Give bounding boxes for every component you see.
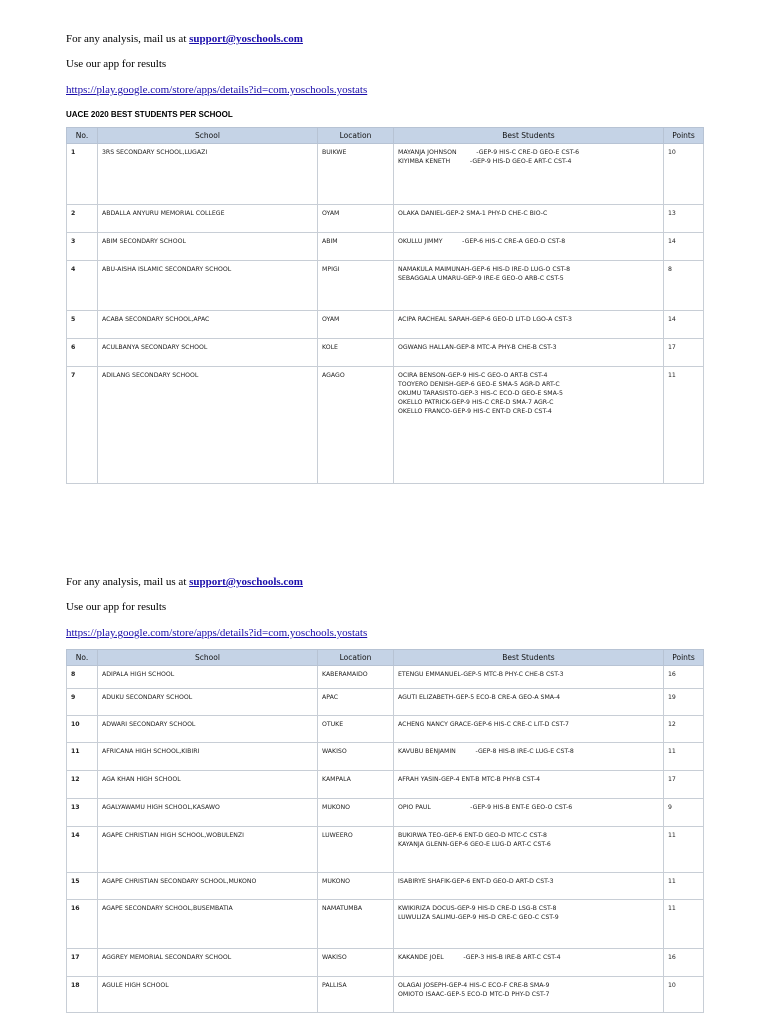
- points-value: 16: [664, 949, 704, 977]
- table-row: [67, 261, 704, 311]
- header-location: Location: [318, 128, 394, 144]
- best-students: [394, 339, 664, 367]
- student-entry: KIYIMBA KENETH -GEP-9 HIS-D GEO-E ART-C CST-4: [398, 158, 572, 165]
- student-entry: OLAGAI JOSEPH-GEP-4 HIS-C ECO-F CRE-B SMA-9: [398, 982, 550, 989]
- points-value: 14: [664, 233, 704, 261]
- school-location: MUKONO: [318, 873, 394, 900]
- app-link-line: [66, 84, 367, 96]
- student-entry: AGUTI ELIZABETH-GEP-5 ECO-B CRE-A GEO-A SMA-4: [398, 694, 561, 701]
- best-students: [394, 205, 664, 233]
- school-name: ACABA SECONDARY SCHOOL,APAC: [98, 311, 318, 339]
- header-school: School: [98, 650, 318, 666]
- row-number: 14: [67, 827, 98, 873]
- student-entry: KWIKIRIZA DOCUS-GEP-9 HIS-D CRE-D LSG-B CST-8: [398, 905, 557, 912]
- row-number: 13: [67, 799, 98, 827]
- points-value: 11: [664, 900, 704, 949]
- table-row: [67, 144, 704, 205]
- row-number: 8: [67, 666, 98, 689]
- points-value: 13: [664, 205, 704, 233]
- school-name: ADUKU SECONDARY SCHOOL: [98, 689, 318, 716]
- school-name: AGULE HIGH SCHOOL: [98, 977, 318, 1013]
- row-number: 1: [67, 144, 98, 205]
- school-location: OYAM: [318, 311, 394, 339]
- student-entry: OKELLO FRANCO-GEP-9 HIS-C ENT-D CRE-D CST-4: [398, 408, 552, 415]
- school-location: NAMATUMBA: [318, 900, 394, 949]
- table-row: [67, 716, 704, 743]
- points-value: 14: [664, 311, 704, 339]
- table-header-row: [67, 128, 704, 144]
- school-name: AGGREY MEMORIAL SECONDARY SCHOOL: [98, 949, 318, 977]
- best-students: [394, 144, 664, 205]
- best-students: [394, 977, 664, 1013]
- table-row: [67, 666, 704, 689]
- table-row: [67, 799, 704, 827]
- student-entry: SEBAGGALA UMARU-GEP-9 IRE-E GEO-O ARB-C CST-5: [398, 275, 564, 282]
- school-name: ADILANG SECONDARY SCHOOL: [98, 367, 318, 484]
- school-location: WAKISO: [318, 949, 394, 977]
- school-location: KOLE: [318, 339, 394, 367]
- table-row: [67, 689, 704, 716]
- student-entry: ACHENG NANCY GRACE-GEP-6 HIS-C CRE-C LIT-D CST-7: [398, 721, 569, 728]
- best-students: [394, 311, 664, 339]
- student-entry: OGWANG HALLAN-GEP-8 MTC-A PHY-B CHE-B CST-3: [398, 344, 557, 351]
- header-points: Points: [664, 128, 704, 144]
- row-number: 15: [67, 873, 98, 900]
- app-text-2: Use our app for results: [66, 601, 167, 613]
- student-entry: OPIO PAUL -GEP-9 HIS-B ENT-E GEO-O CST-6: [398, 804, 573, 811]
- school-name: ADIPALA HIGH SCHOOL: [98, 666, 318, 689]
- row-number: 6: [67, 339, 98, 367]
- results-table-1: [66, 127, 704, 484]
- student-entry: NAMAKULA MAIMUNAH-GEP-6 HIS-D IRE-D LUG-O CST-8: [398, 266, 571, 273]
- header-school: School: [98, 128, 318, 144]
- app-text: Use our app for results: [66, 58, 167, 70]
- points-value: 10: [664, 977, 704, 1013]
- school-location: OYAM: [318, 205, 394, 233]
- school-name: ABIM SECONDARY SCHOOL: [98, 233, 318, 261]
- school-name: ADWARI SECONDARY SCHOOL: [98, 716, 318, 743]
- school-location: WAKISO: [318, 743, 394, 771]
- student-entry: BUKIRWA TEO-GEP-6 ENT-D GEO-D MTC-C CST-8: [398, 832, 547, 839]
- school-location: APAC: [318, 689, 394, 716]
- student-entry: MAYANJA JOHNSON -GEP-9 HIS-C CRE-D GEO-E CST-6: [398, 149, 580, 156]
- points-value: 8: [664, 261, 704, 311]
- table-row: [67, 233, 704, 261]
- student-entry: AFRAH YASIN-GEP-4 ENT-B MTC-B PHY-B CST-4: [398, 776, 541, 783]
- points-value: 11: [664, 827, 704, 873]
- row-number: 7: [67, 367, 98, 484]
- row-number: 5: [67, 311, 98, 339]
- school-name: ABU-AISHA ISLAMIC SECONDARY SCHOOL: [98, 261, 318, 311]
- points-value: 19: [664, 689, 704, 716]
- student-entry: OKULLU JIMMY -GEP-6 HIS-C CRE-A GEO-D CST-8: [398, 238, 566, 245]
- best-students: [394, 233, 664, 261]
- school-location: PALLISA: [318, 977, 394, 1013]
- best-students: [394, 799, 664, 827]
- support-email-link[interactable]: support@yoschools.com: [189, 576, 303, 588]
- school-name: AGA KHAN HIGH SCHOOL: [98, 771, 318, 799]
- best-students: [394, 827, 664, 873]
- student-entry: OCIRA BENSON-GEP-9 HIS-C GEO-O ART-B CST-4: [398, 372, 548, 379]
- student-entry: OLAKA DANIEL-GEP-2 SMA-1 PHY-D CHE-C BIO-C: [398, 210, 548, 217]
- row-number: 10: [67, 716, 98, 743]
- school-location: OTUKE: [318, 716, 394, 743]
- school-location: BUIKWE: [318, 144, 394, 205]
- play-store-link[interactable]: https://play.google.com/store/apps/details?id=com.yoschools.yostats: [66, 627, 368, 639]
- app-link-line-2: [66, 627, 367, 639]
- table-row: [67, 977, 704, 1013]
- row-number: 9: [67, 689, 98, 716]
- school-location: AGAGO: [318, 367, 394, 484]
- row-number: 4: [67, 261, 98, 311]
- school-location: ABIM: [318, 233, 394, 261]
- points-value: 16: [664, 666, 704, 689]
- school-name: AGAPE SECONDARY SCHOOL,BUSEMBATIA: [98, 900, 318, 949]
- mail-line: [66, 33, 303, 45]
- best-students: [394, 873, 664, 900]
- row-number: 11: [67, 743, 98, 771]
- student-entry: TOOYERO DENISH-GEP-6 GEO-E SMA-5 AGR-D ART-C: [398, 381, 560, 388]
- school-location: MPIGI: [318, 261, 394, 311]
- mail-line-2: [66, 576, 303, 588]
- points-value: 12: [664, 716, 704, 743]
- table-row: [67, 367, 704, 484]
- row-number: 17: [67, 949, 98, 977]
- student-entry: KAYANJA GLENN-GEP-6 GEO-E LUG-D ART-C CST-6: [398, 841, 551, 848]
- best-students: [394, 771, 664, 799]
- school-location: KAMPALA: [318, 771, 394, 799]
- points-value: 17: [664, 339, 704, 367]
- school-location: KABERAMAIDO: [318, 666, 394, 689]
- header-points: Points: [664, 650, 704, 666]
- table-row: [67, 827, 704, 873]
- best-students: [394, 743, 664, 771]
- table-row: [67, 339, 704, 367]
- table-row: [67, 873, 704, 900]
- header-no: No.: [67, 650, 98, 666]
- best-students: [394, 367, 664, 484]
- table-row: [67, 949, 704, 977]
- table-row: [67, 205, 704, 233]
- student-entry: ISABIRYE SHAFIK-GEP-6 ENT-D GEO-D ART-D CST-3: [398, 878, 554, 885]
- best-students: [394, 900, 664, 949]
- table-row: [67, 900, 704, 949]
- school-name: AGAPE CHRISTIAN SECONDARY SCHOOL,MUKONO: [98, 873, 318, 900]
- school-location: LUWEERO: [318, 827, 394, 873]
- best-students: [394, 716, 664, 743]
- student-entry: ETENGU EMMANUEL-GEP-5 MTC-B PHY-C CHE-B CST-3: [398, 671, 564, 678]
- mail-prefix: For any analysis, mail us at: [66, 576, 190, 588]
- school-name: AGALYAWAMU HIGH SCHOOL,KASAWO: [98, 799, 318, 827]
- school-name: AFRICANA HIGH SCHOOL,KIBIRI: [98, 743, 318, 771]
- points-value: 17: [664, 771, 704, 799]
- row-number: 2: [67, 205, 98, 233]
- school-name: 3RS SECONDARY SCHOOL,LUGAZI: [98, 144, 318, 205]
- support-email-link[interactable]: support@yoschools.com: [189, 33, 303, 45]
- table-header-row: [67, 650, 704, 666]
- student-entry: OKUMU TARASISTO-GEP-3 HIS-C ECO-D GEO-E SMA-5: [398, 390, 563, 397]
- header-no: No.: [67, 128, 98, 144]
- best-students: [394, 689, 664, 716]
- student-entry: KAKANDE JOEL -GEP-3 HIS-B IRE-B ART-C CST-4: [398, 954, 561, 961]
- student-entry: OMIOTO ISAAC-GEP-5 ECO-D MTC-D PHY-D CST-7: [398, 991, 550, 998]
- student-entry: OKELLO PATRICK-GEP-9 HIS-C CRE-D SMA-7 AGR-C: [398, 399, 554, 406]
- row-number: 18: [67, 977, 98, 1013]
- header-best-students: Best Students: [394, 128, 664, 144]
- points-value: 10: [664, 144, 704, 205]
- mail-prefix: For any analysis, mail us at: [66, 33, 190, 45]
- table-row: [67, 311, 704, 339]
- school-name: AGAPE CHRISTIAN HIGH SCHOOL,WOBULENZI: [98, 827, 318, 873]
- table-row: [67, 743, 704, 771]
- school-location: MUKONO: [318, 799, 394, 827]
- best-students: [394, 261, 664, 311]
- student-entry: LUWULIZA SALIMU-GEP-9 HIS-D CRE-C GEO-C CST-9: [398, 914, 559, 921]
- points-value: 11: [664, 367, 704, 484]
- student-entry: ACIPA RACHEAL SARAH-GEP-6 GEO-D LIT-D LGO-A CST-3: [398, 316, 572, 323]
- row-number: 12: [67, 771, 98, 799]
- play-store-link[interactable]: https://play.google.com/store/apps/details?id=com.yoschools.yostats: [66, 84, 368, 96]
- best-students: [394, 949, 664, 977]
- header-location: Location: [318, 650, 394, 666]
- table-caption: UACE 2020 BEST STUDENTS PER SCHOOL: [66, 110, 233, 119]
- header-best-students: Best Students: [394, 650, 664, 666]
- points-value: 11: [664, 743, 704, 771]
- school-name: ABDALLA ANYURU MEMORIAL COLLEGE: [98, 205, 318, 233]
- points-value: 9: [664, 799, 704, 827]
- school-name: ACULBANYA SECONDARY SCHOOL: [98, 339, 318, 367]
- row-number: 16: [67, 900, 98, 949]
- student-entry: KAVUBU BENJAMIN -GEP-8 HIS-B IRE-C LUG-E CST-8: [398, 748, 574, 755]
- best-students: [394, 666, 664, 689]
- results-table-2: [66, 649, 704, 1013]
- table-row: [67, 771, 704, 799]
- row-number: 3: [67, 233, 98, 261]
- points-value: 11: [664, 873, 704, 900]
